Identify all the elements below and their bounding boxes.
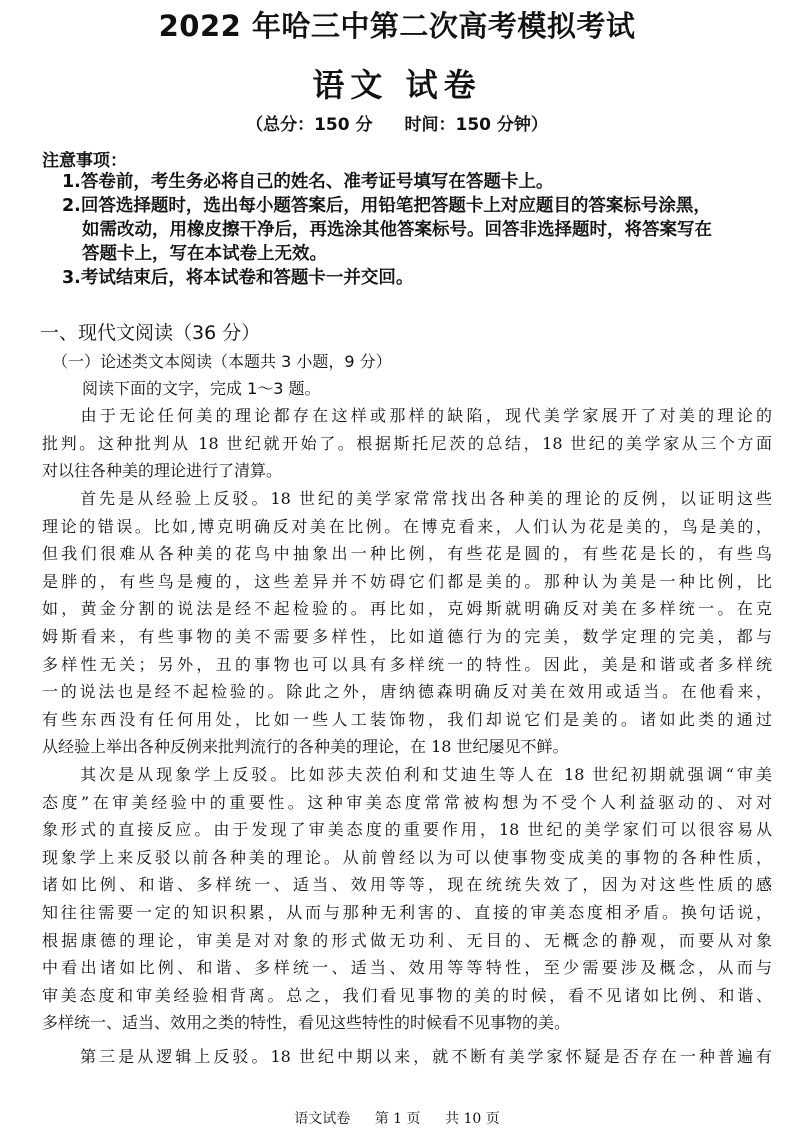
text-line: 诸如比例、和谐、多样统一、适当、效用等等，现在统统失效了，因为对这些性质的感: [42, 875, 772, 895]
text-line: 态度”在审美经验中的重要性。这种审美态度常常被构想为不受个人利益驱动的、对对: [42, 792, 772, 812]
text-line: 姆斯看来，有些事物的美不需要多样性，比如道德行为的完美，数学定理的完美，都与: [42, 626, 772, 646]
exam-meta: [0, 110, 794, 135]
total-score: （总分：150 分: [246, 115, 373, 135]
notice-item-2: [62, 194, 772, 266]
text-line: 知往往需要一定的知识积累，从而与那种无利害的、直接的审美态度相矛盾。换句话说，: [42, 902, 772, 922]
text-line: 对以往各种美的理论进行了清算。: [42, 461, 283, 481]
text-line: 其次是从现象学上反驳。比如莎夫茨伯利和艾迪生等人在 18 世纪初期就强调“审美: [42, 765, 772, 784]
notice-item-2-line: 答题卡上，写在本试卷上无效。: [82, 244, 327, 264]
footer-total-pages: 共 10 页: [445, 1111, 500, 1127]
text-line: 中看出诸如比例、和谐、多样统一、适当、效用等等特性，至少需要涉及概念，从而与: [42, 958, 772, 978]
reading-instruction: 阅读下面的文字，完成 1～3 题。: [82, 379, 321, 398]
exam-title: 2022 年哈三中第二次高考模拟考试: [158, 9, 636, 43]
text-line: 批判。这种批判从 18 世纪就开始了。根据斯托尼茨的总结，18 世纪的美学家从三个方面: [42, 433, 772, 453]
text-line: 多样统一、适当、效用之类的特性，看见这些特性的时候看不见事物的美。: [42, 1013, 571, 1033]
footer-subject: 语文试卷: [294, 1111, 351, 1127]
paragraph-1: [42, 402, 772, 485]
text-line: 由于无论任何美的理论都存在这样或那样的缺陷，现代美学家展开了对美的理论的: [42, 406, 772, 425]
text-line: 从经验上举出各种反例来批判流行的各种美的理论，在 18 世纪屡见不鲜。: [42, 737, 569, 757]
paragraph-2: [42, 485, 772, 761]
paragraph-4: [42, 1043, 772, 1071]
text-line: 第三是从逻辑上反驳。18 世纪中期以来，就不断有美学家怀疑是否存在一种普遍有: [42, 1047, 772, 1066]
text-line: 根据康德的理论，审美是对对象的形式做无功利、无目的、无概念的静观，而要从对象: [42, 930, 772, 950]
exam-subtitle: 语文 试卷: [312, 66, 482, 104]
notice-heading: 注意事项：: [42, 151, 127, 171]
text-line: 现象学上来反驳以前各种美的理论。从前曾经以为可以使事物变成美的事物的各种性质，: [42, 847, 772, 867]
footer-page-number: 第 1 页: [374, 1111, 421, 1127]
page-footer: [0, 1108, 794, 1128]
text-line: 象形式的直接反应。由于发现了审美态度的重要作用，18 世纪的美学家们可以很容易从: [42, 820, 772, 840]
text-line: 但我们很难从各种美的花鸟中抽象出一种比例，有些花是圆的，有些花是长的，有些鸟: [42, 544, 772, 564]
text-line: 有些东西没有任何用处，比如一些人工装饰物，我们却说它们是美的。诸如此类的通过: [42, 709, 772, 729]
text-line: 多样性无关；另外，丑的事物也可以具有多样统一的特性。因此，美是和谐或者多样统: [42, 654, 772, 674]
text-line: 首先是从经验上反驳。18 世纪的美学家常常找出各种美的理论的反例，以证明这些: [42, 489, 772, 508]
notice-item-2-line: 2.回答选择题时，选出每小题答案后，用铅笔把答题卡上对应题目的答案标号涂黑，: [62, 196, 711, 216]
paragraph-3: [42, 761, 772, 1037]
text-line: 理论的错误。比如,博克明确反对美在比例。在博克看来，人们认为花是美的，鸟是美的，: [42, 516, 772, 536]
text-line: 一的说法也是经不起检验的。除此之外，唐纳德森明确反对美在效用或适当。在他看来，: [42, 682, 772, 702]
notice-item-2-line: 如需改动，用橡皮擦干净后，再选涂其他答案标号。回答非选择题时，将答案写在: [82, 220, 712, 240]
notice-item-1: 1.答卷前，考生务必将自己的姓名、准考证号填写在答题卡上。: [62, 172, 554, 192]
section-heading: 一、现代文阅读（36 分）: [40, 322, 261, 344]
text-line: 是胖的，有些鸟是瘦的，这些差异并不妨碍它们都是美的。那种认为美是一种比例，比: [42, 571, 772, 591]
exam-time: 时间：150 分钟）: [404, 115, 548, 135]
text-line: 如，黄金分割的说法是经不起检验的。再比如，克姆斯就明确反对美在多样统一。在克: [42, 599, 772, 619]
subsection-heading: （一）论述类文本阅读（本题共 3 小题，9 分）: [52, 352, 392, 371]
text-line: 审美态度和审美经验相背离。总之，我们看见事物的美的时候，看不见诸如比例、和谐、: [42, 985, 772, 1005]
notice-item-3: 3.考试结束后，将本试卷和答题卡一并交回。: [62, 268, 414, 288]
